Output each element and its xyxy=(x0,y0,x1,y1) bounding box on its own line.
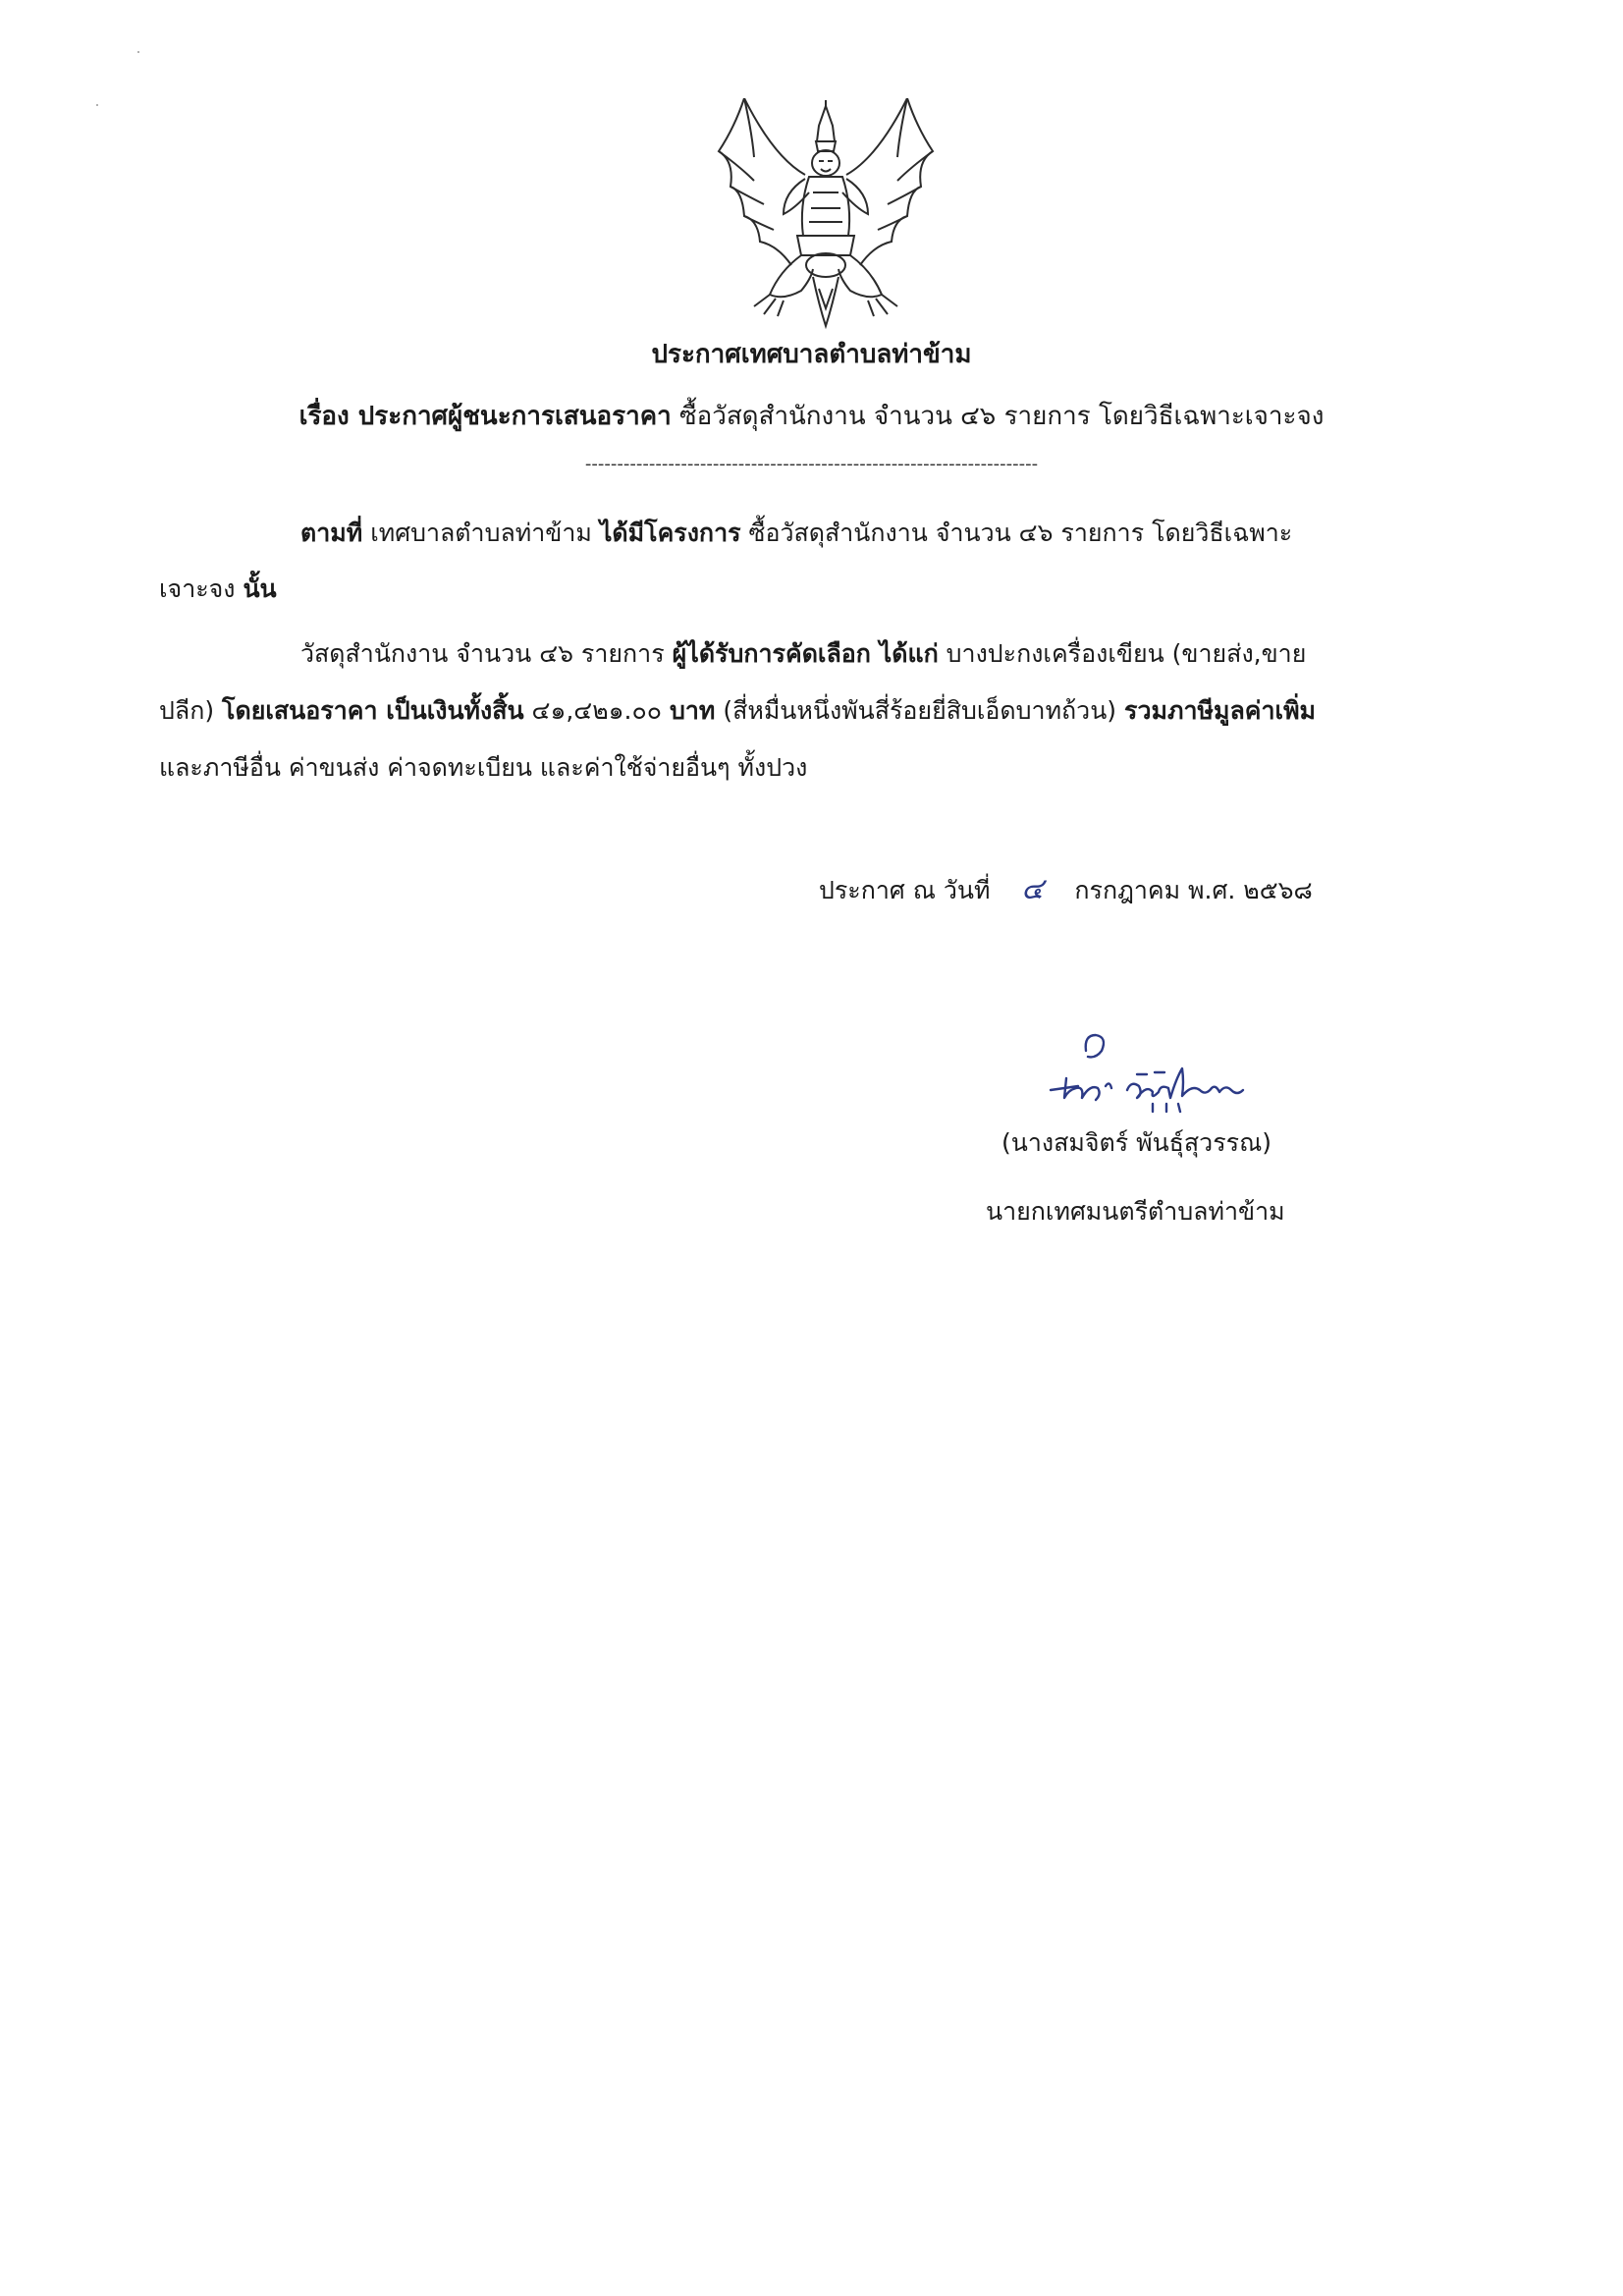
date-month-year: กรกฎาคม พ.ศ. ๒๕๖๘ xyxy=(1074,876,1313,904)
date-label: ประกาศ ณ วันที่ xyxy=(819,876,991,904)
p2-text-3: ปลีก) xyxy=(159,696,215,725)
scan-speck xyxy=(96,104,98,106)
p2-label-3: บาท xyxy=(669,696,716,725)
p1-label-2: ได้มีโครงการ xyxy=(599,519,741,547)
announcement-title xyxy=(0,334,1623,374)
signer-position: นายกเทศมนตรีตำบลท่าข้าม xyxy=(986,1197,1285,1226)
paragraph-2-line-1 xyxy=(300,636,1306,672)
p2-label-2: โดยเสนอราคา เป็นเงินทั้งสิ้น xyxy=(222,696,524,725)
signer-name: (นางสมจิตร์ พันธุ์สุวรรณ) xyxy=(1001,1128,1272,1157)
p1-label-3: นั้น xyxy=(243,574,277,603)
p2-label-4: รวมภาษีมูลค่าเพิ่ม xyxy=(1124,696,1317,725)
garuda-emblem-icon xyxy=(715,98,937,330)
p2-amount-words: (สี่หมื่นหนึ่งพันสี่ร้อยยี่สิบเอ็ดบาทถ้วน) xyxy=(723,696,1117,725)
announcement-date xyxy=(819,872,1313,908)
paragraph-2-line-3 xyxy=(159,750,807,786)
p2-amount: ๔๑,๔๒๑.๐๐ xyxy=(531,696,663,725)
paragraph-1-line-2 xyxy=(159,572,277,607)
p2-text-2: บางปะกงเครื่องเขียน (ขายส่ง,ขาย xyxy=(946,639,1307,668)
scan-speck xyxy=(137,51,139,53)
p2-text-1: วัสดุสำนักงาน จำนวน ๔๖ รายการ xyxy=(300,639,665,668)
p1-label-1: ตามที่ xyxy=(300,519,363,547)
p1-text-2: ซื้อวัสดุสำนักงาน จำนวน ๔๖ รายการ โดยวิธีเฉพาะ xyxy=(748,519,1293,547)
divider-line: ----------------------------------------------------------------------- xyxy=(584,454,1039,474)
p2-label-5: และภาษีอื่น ค่าขนส่ง ค่าจดทะเบียน และค่าใช้จ่ายอื่นๆ ทั้งปวง xyxy=(159,753,808,782)
p1-text-1: เทศบาลตำบลท่าข้าม xyxy=(370,519,592,547)
subject-text: ซื้อวัสดุสำนักงาน จำนวน ๔๖ รายการ โดยวิธีเฉพาะเจาะจง xyxy=(678,402,1325,431)
paragraph-2-line-2 xyxy=(159,693,1316,729)
handwritten-signature-icon xyxy=(1045,1029,1272,1120)
p2-label-1: ผู้ได้รับการคัดเลือก ได้แก่ xyxy=(672,639,939,668)
title-text: ประกาศเทศบาลตำบลท่าข้าม xyxy=(651,340,972,369)
paragraph-1-line-1 xyxy=(300,516,1292,551)
subject-label: เรื่อง ประกาศผู้ชนะการเสนอราคา xyxy=(298,402,672,431)
p1-text-3: เจาะจง xyxy=(159,574,236,603)
date-day: ๔ xyxy=(1021,872,1044,906)
subject-line xyxy=(0,396,1623,436)
